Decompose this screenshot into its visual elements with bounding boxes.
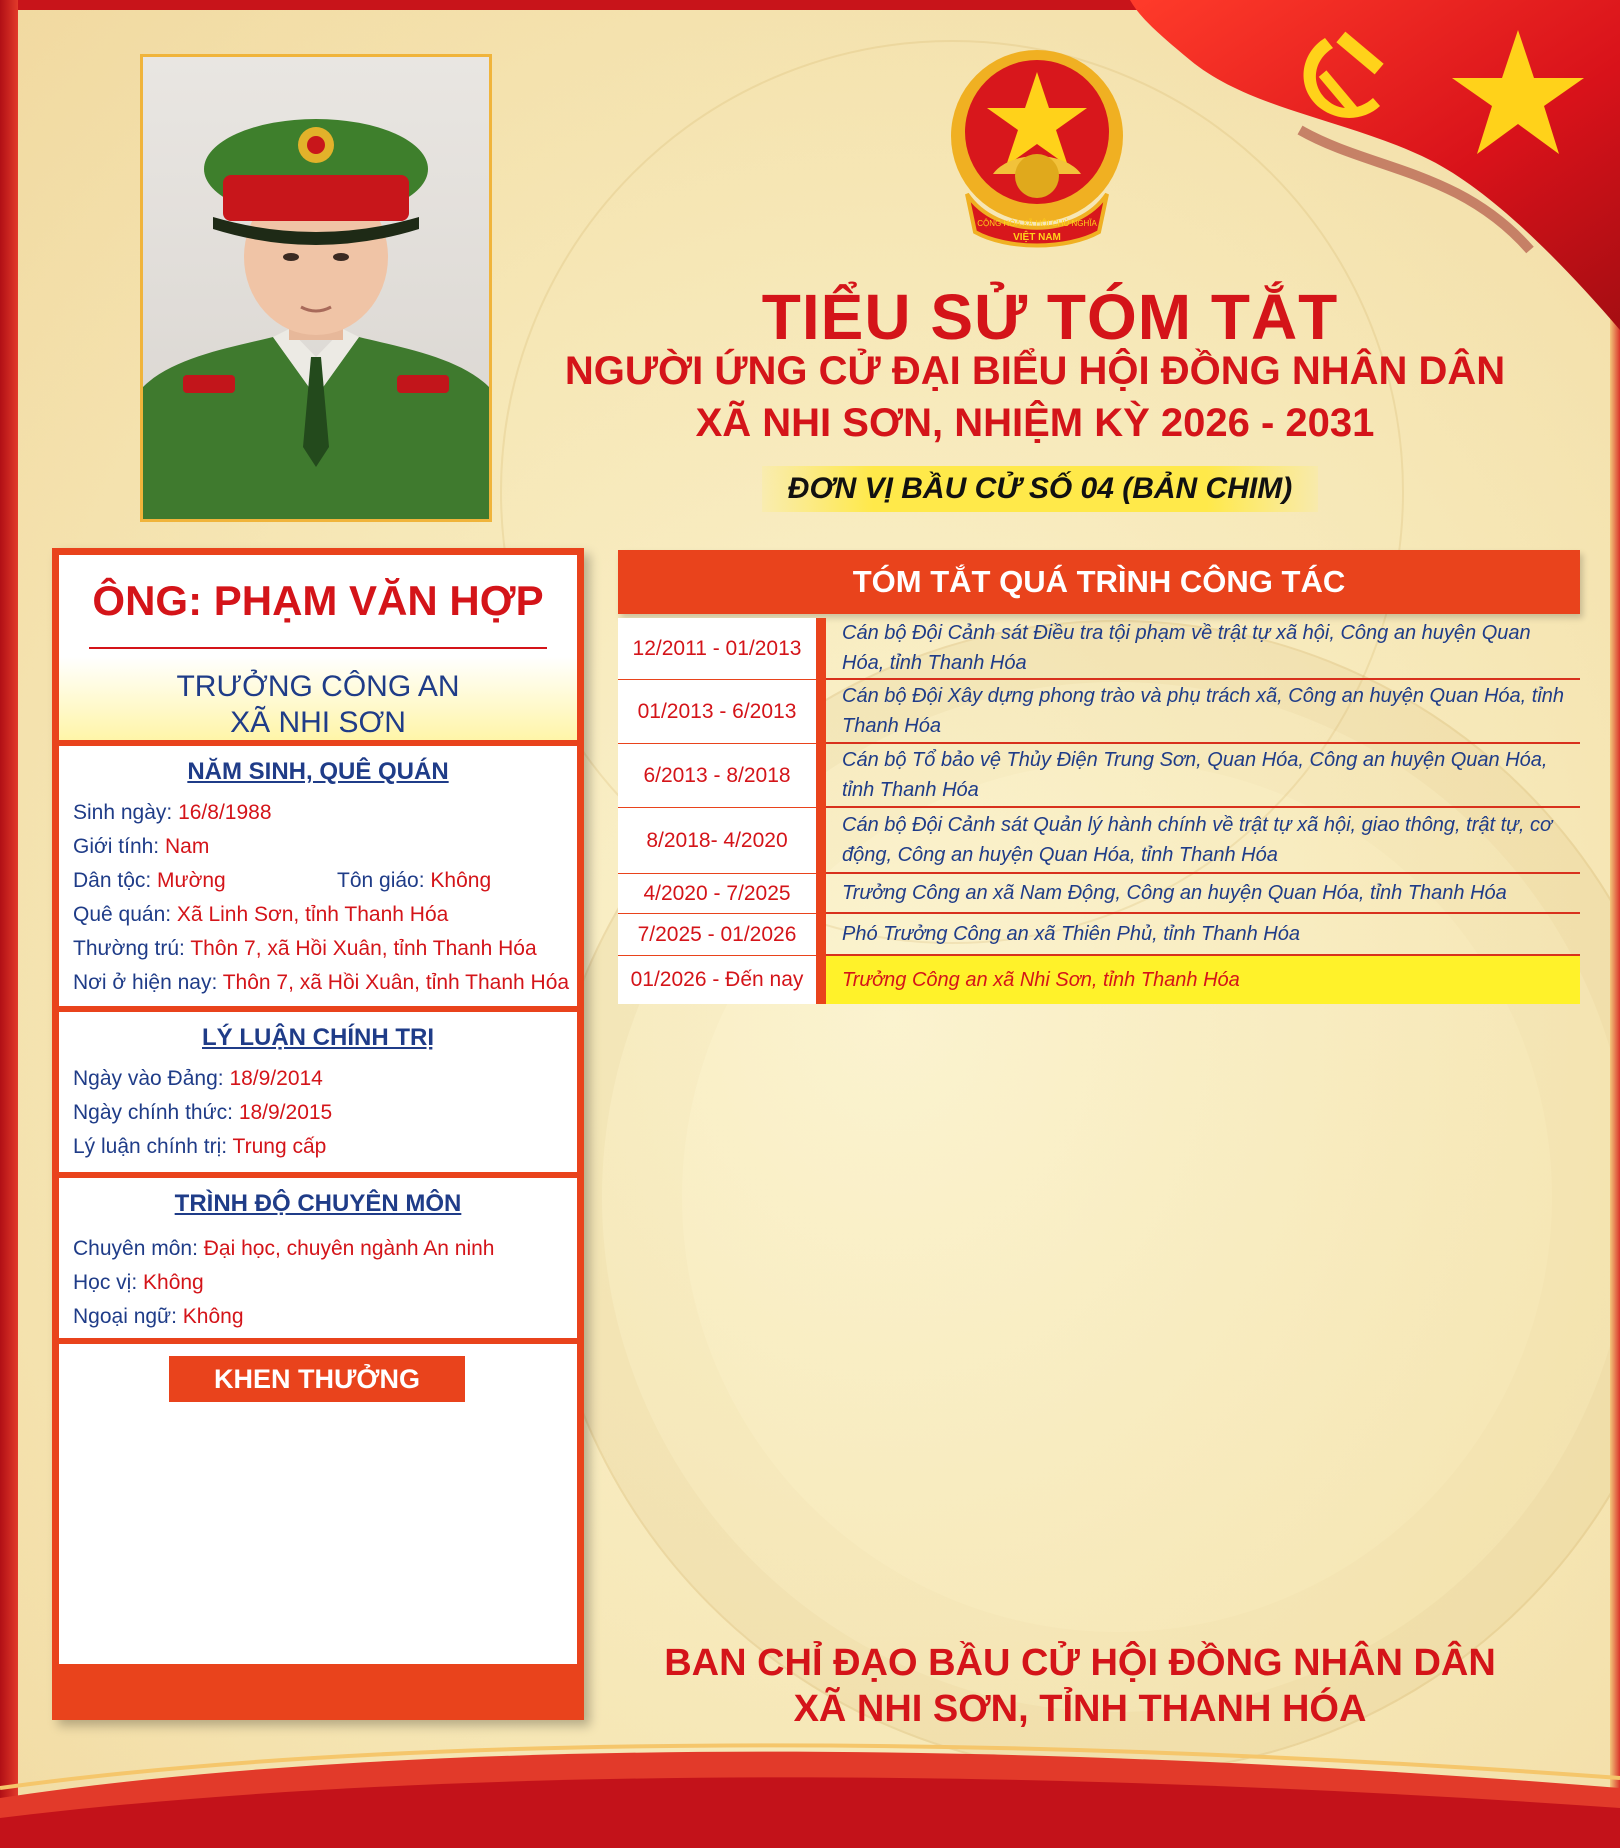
career-period: 6/2013 - 8/2018 [618, 744, 826, 808]
expertise-section [59, 1178, 577, 1338]
official-label: Ngày chính thức: [73, 1101, 239, 1124]
national-emblem-icon [937, 44, 1137, 254]
emblem-text-bottom: VIỆT NAM [1013, 232, 1061, 243]
candidate-role [59, 669, 577, 741]
career-row [618, 680, 1580, 744]
major-value: Đại học, chuyên ngành An ninh [203, 1237, 495, 1260]
subtitle-line-1: NGƯỜI ỨNG CỬ ĐẠI BIỂU HỘI ĐỒNG NHÂN DÂN [564, 349, 1506, 393]
career-row [618, 874, 1580, 914]
career-period: 8/2018- 4/2020 [618, 808, 826, 874]
degree-row [73, 1266, 577, 1300]
footer-line-1: BAN CHỈ ĐẠO BẦU CỬ HỘI ĐỒNG NHÂN DÂN [664, 1642, 1496, 1684]
current-value: Thôn 7, xã Hồi Xuân, tỉnh Thanh Hóa [222, 971, 570, 994]
official-value: 18/9/2015 [238, 1101, 333, 1124]
career-period: 7/2025 - 01/2026 [618, 914, 826, 956]
ethnic-value: Mường [157, 869, 226, 892]
career-row [618, 914, 1580, 956]
career-table [618, 618, 1580, 1004]
career-description: Trưởng Công an xã Nam Động, Công an huyện Quan Hóa, tỉnh Thanh Hóa [826, 874, 1580, 914]
permanent-row [73, 932, 577, 966]
electoral-unit-label: ĐƠN VỊ BẦU CỬ SỐ 04 (BẢN CHIM) [787, 472, 1293, 505]
major-label: Chuyên môn: [73, 1237, 204, 1260]
birth-section-title: NĂM SINH, QUÊ QUÁN [187, 758, 449, 785]
language-value: Không [182, 1305, 244, 1328]
career-section-title: TÓM TẮT QUÁ TRÌNH CÔNG TÁC [618, 550, 1580, 614]
career-description: Cán bộ Đội Cảnh sát Quản lý hành chính về trật tự xã hội, giao thông, trật tự, cơ động, Công an huyện Quan Hóa, tỉnh Thanh Hóa [826, 808, 1580, 874]
birth-hometown-section [59, 746, 577, 1006]
permanent-value: Thôn 7, xã Hồi Xuân, tỉnh Thanh Hóa [190, 937, 537, 960]
career-description: Phó Trưởng Công an xã Thiên Phủ, tỉnh Thanh Hóa [826, 914, 1580, 956]
permanent-label: Thường trú: [73, 937, 191, 960]
politics-section [59, 1012, 577, 1172]
dob-value: 16/8/1988 [178, 801, 272, 824]
awards-title: KHEN THƯỞNG [169, 1356, 465, 1402]
name-divider [89, 647, 547, 649]
join-value: 18/9/2014 [229, 1067, 323, 1090]
hometown-value: Xã Linh Sơn, tỉnh Thanh Hóa [176, 903, 449, 926]
current-residence-row [73, 966, 577, 1000]
awards-section [59, 1344, 577, 1664]
ethnic-label: Dân tộc: [73, 869, 158, 892]
language-row [73, 1300, 577, 1334]
bottom-ribbon [0, 1728, 1620, 1848]
subtitle-line-2: XÃ NHI SƠN, NHIỆM KỲ 2026 - 2031 [695, 401, 1375, 445]
role-line-1: TRƯỞNG CÔNG AN [176, 670, 460, 703]
career-period: 12/2011 - 01/2013 [618, 618, 826, 680]
candidate-name: ÔNG: PHẠM VĂN HỢP [92, 577, 544, 624]
join-label: Ngày vào Đảng: [73, 1067, 230, 1090]
footer-organization [630, 1640, 1530, 1732]
ethnic-religion-row [73, 864, 577, 898]
current-label: Nơi ở hiện nay: [73, 971, 223, 994]
party-join-row [73, 1062, 577, 1096]
electoral-unit-banner [762, 466, 1318, 512]
frame-left-border [0, 0, 18, 1848]
career-row [618, 744, 1580, 808]
ethnic-field [73, 864, 337, 898]
career-period: 01/2013 - 6/2013 [618, 680, 826, 744]
politics-section-title: LÝ LUẬN CHÍNH TRỊ [202, 1024, 434, 1051]
degree-label: Học vị: [73, 1271, 144, 1294]
career-period: 01/2026 - Đến nay [618, 956, 826, 1004]
page-title: TIỂU SỬ TÓM TẮT [761, 281, 1339, 353]
footer-line-2: XÃ NHI SƠN, TỈNH THANH HÓA [793, 1688, 1367, 1730]
hometown-label: Quê quán: [73, 903, 177, 926]
page-subtitle [480, 345, 1590, 449]
career-row-current [618, 956, 1580, 1004]
theory-row [73, 1130, 577, 1164]
dob-row [73, 796, 577, 830]
gender-value: Nam [164, 835, 210, 858]
candidate-portrait-frame [140, 54, 492, 522]
expertise-section-title: TRÌNH ĐỘ CHUYÊN MÔN [174, 1190, 462, 1217]
career-description: Cán bộ Đội Cảnh sát Điều tra tội phạm về trật tự xã hội, Công an huyện Quan Hóa, tỉnh Thanh Hóa [826, 618, 1580, 680]
portrait-silhouette-icon [143, 57, 489, 519]
career-row [618, 808, 1580, 874]
gender-row [73, 830, 577, 864]
role-line-2: XÃ NHI SƠN [230, 706, 406, 739]
emblem-text-top: CỘNG HÒA XÃ HỘI CHỦ NGHĨA [977, 219, 1097, 228]
language-label: Ngoại ngữ: [73, 1305, 183, 1328]
career-period: 4/2020 - 7/2025 [618, 874, 826, 914]
candidate-info-panel [52, 548, 584, 1720]
major-row [73, 1232, 577, 1266]
gender-label: Giới tính: [73, 835, 165, 858]
religion-label: Tôn giáo: [337, 869, 431, 892]
religion-value: Không [430, 869, 492, 892]
candidate-name-box [59, 555, 577, 740]
career-description: Cán bộ Tổ bảo vệ Thủy Điện Trung Sơn, Quan Hóa, Công an huyện Quan Hóa, tỉnh Thanh Hóa [826, 744, 1580, 808]
dob-label: Sinh ngày: [73, 801, 179, 824]
degree-value: Không [143, 1271, 204, 1294]
theory-label: Lý luận chính trị: [73, 1135, 233, 1158]
career-row [618, 618, 1580, 680]
career-description: Cán bộ Đội Xây dựng phong trào và phụ trách xã, Công an huyện Quan Hóa, tỉnh Thanh Hóa [826, 680, 1580, 744]
party-official-row [73, 1096, 577, 1130]
hometown-row [73, 898, 577, 932]
candidate-portrait [143, 57, 489, 519]
theory-value: Trung cấp [232, 1135, 327, 1158]
career-description: Trưởng Công an xã Nhi Sơn, tỉnh Thanh Hóa [826, 956, 1580, 1004]
